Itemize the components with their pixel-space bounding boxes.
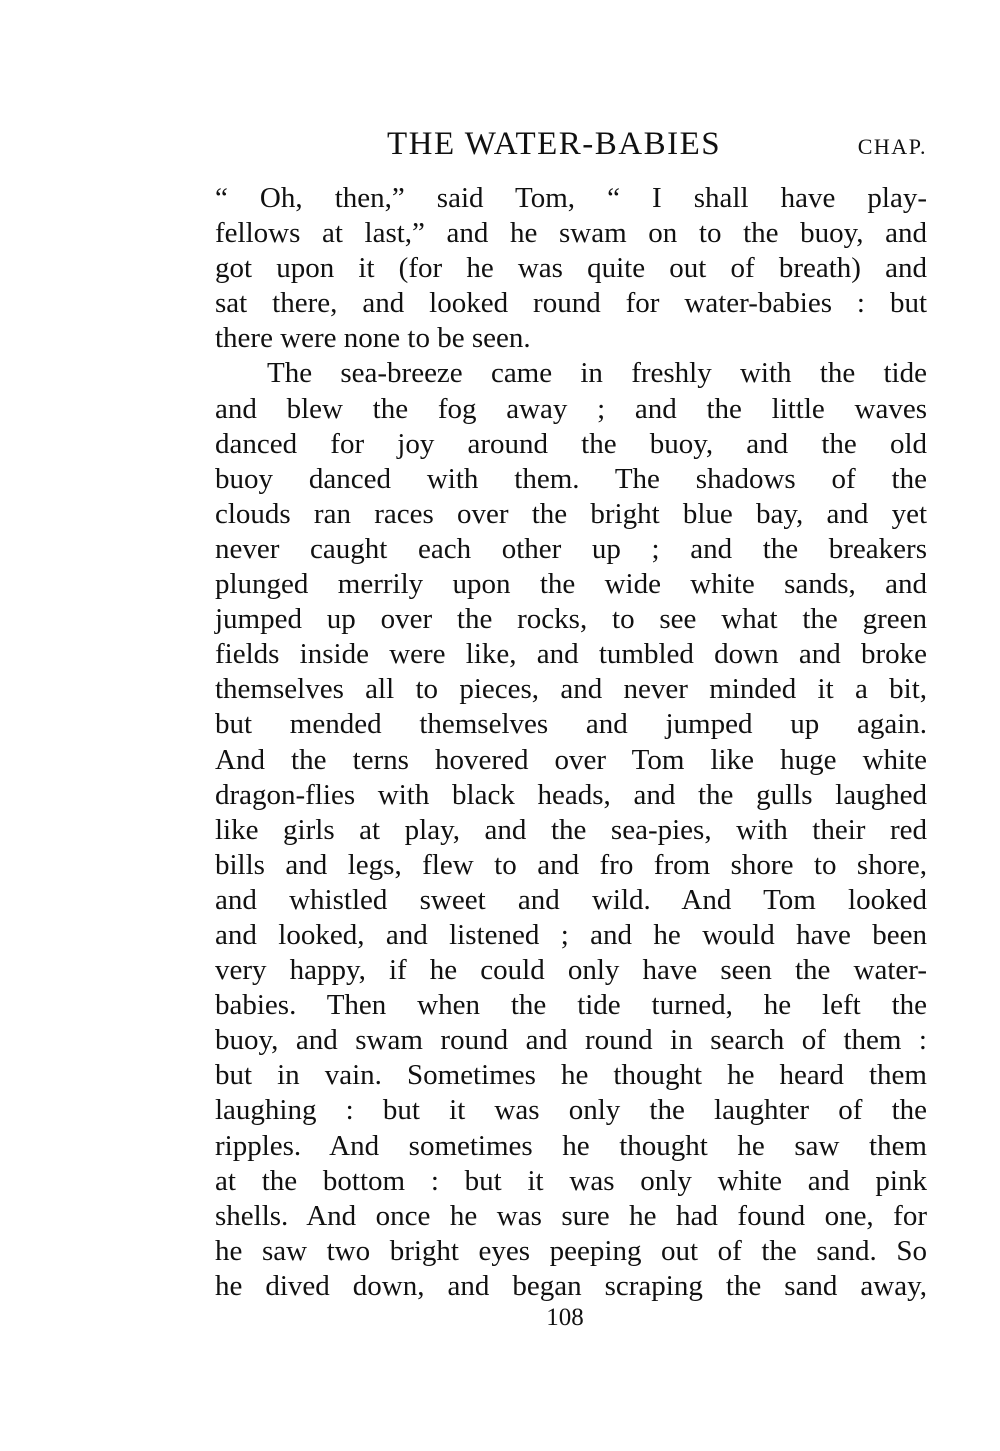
text-line: fields inside were like, and tumbled down and broke — [215, 638, 927, 671]
paragraph — [215, 181, 927, 356]
page-number: 108 — [546, 1304, 584, 1331]
text-line: never caught each other up ; and the breakers — [215, 532, 927, 565]
chapter-marker: CHAP. — [857, 134, 927, 159]
text-line: fellows at last,” and he swam on to the buoy, and — [215, 217, 927, 250]
text-line: babies. Then when the tide turned, he left the — [215, 989, 927, 1022]
text-line: but in vain. Sometimes he thought he heard them — [215, 1059, 927, 1092]
running-head — [215, 122, 927, 172]
text-line: clouds ran races over the bright blue bay, and yet — [215, 497, 927, 530]
text-line: And the terns hovered over Tom like huge white — [215, 743, 927, 776]
text-line: and blew the fog away ; and the little waves — [215, 392, 927, 425]
text-line: very happy, if he could only have seen the water- — [215, 954, 927, 987]
text-line: there were none to be seen. — [215, 322, 531, 355]
text-line: bills and legs, flew to and fro from shore to shore, — [215, 848, 927, 881]
body-text — [215, 181, 927, 1304]
text-line: buoy, and swam round and round in search of them : — [215, 1024, 927, 1057]
text-line: laughing : but it was only the laughter of the — [215, 1094, 927, 1127]
paragraph — [215, 356, 927, 1304]
text-line: but mended themselves and jumped up again. — [215, 708, 927, 741]
text-line: shells. And once he was sure he had found one, for — [215, 1199, 927, 1232]
text-line: got upon it (for he was quite out of breath) and — [215, 252, 927, 285]
text-line: at the bottom : but it was only white and pink — [215, 1164, 927, 1197]
text-line: “ Oh, then,” said Tom, “ I shall have play- — [215, 182, 927, 214]
running-title: THE WATER-BABIES — [387, 126, 722, 162]
text-line: dragon-flies with black heads, and the gulls laughed — [215, 778, 927, 811]
text-line: plunged merrily upon the wide white sands, and — [215, 568, 927, 601]
text-line: jumped up over the rocks, to see what the green — [215, 603, 927, 636]
text-line: and whistled sweet and wild. And Tom looked — [215, 883, 927, 916]
text-line: like girls at play, and the sea-pies, with their red — [215, 813, 927, 846]
text-line: and looked, and listened ; and he would have been — [215, 918, 927, 951]
text-line: ripples. And sometimes he thought he saw them — [215, 1129, 927, 1162]
text-line: themselves all to pieces, and never minded it a bit, — [215, 673, 927, 706]
text-line: he saw two bright eyes peeping out of the sand. So — [215, 1234, 927, 1267]
text-line: sat there, and looked round for water-babies : but — [215, 287, 927, 320]
text-line: The sea-breeze came in freshly with the tide — [267, 357, 927, 390]
text-line: buoy danced with them. The shadows of the — [215, 462, 927, 495]
text-line: he dived down, and began scraping the sand away, — [215, 1269, 927, 1302]
text-line: danced for joy around the buoy, and the old — [215, 427, 927, 460]
